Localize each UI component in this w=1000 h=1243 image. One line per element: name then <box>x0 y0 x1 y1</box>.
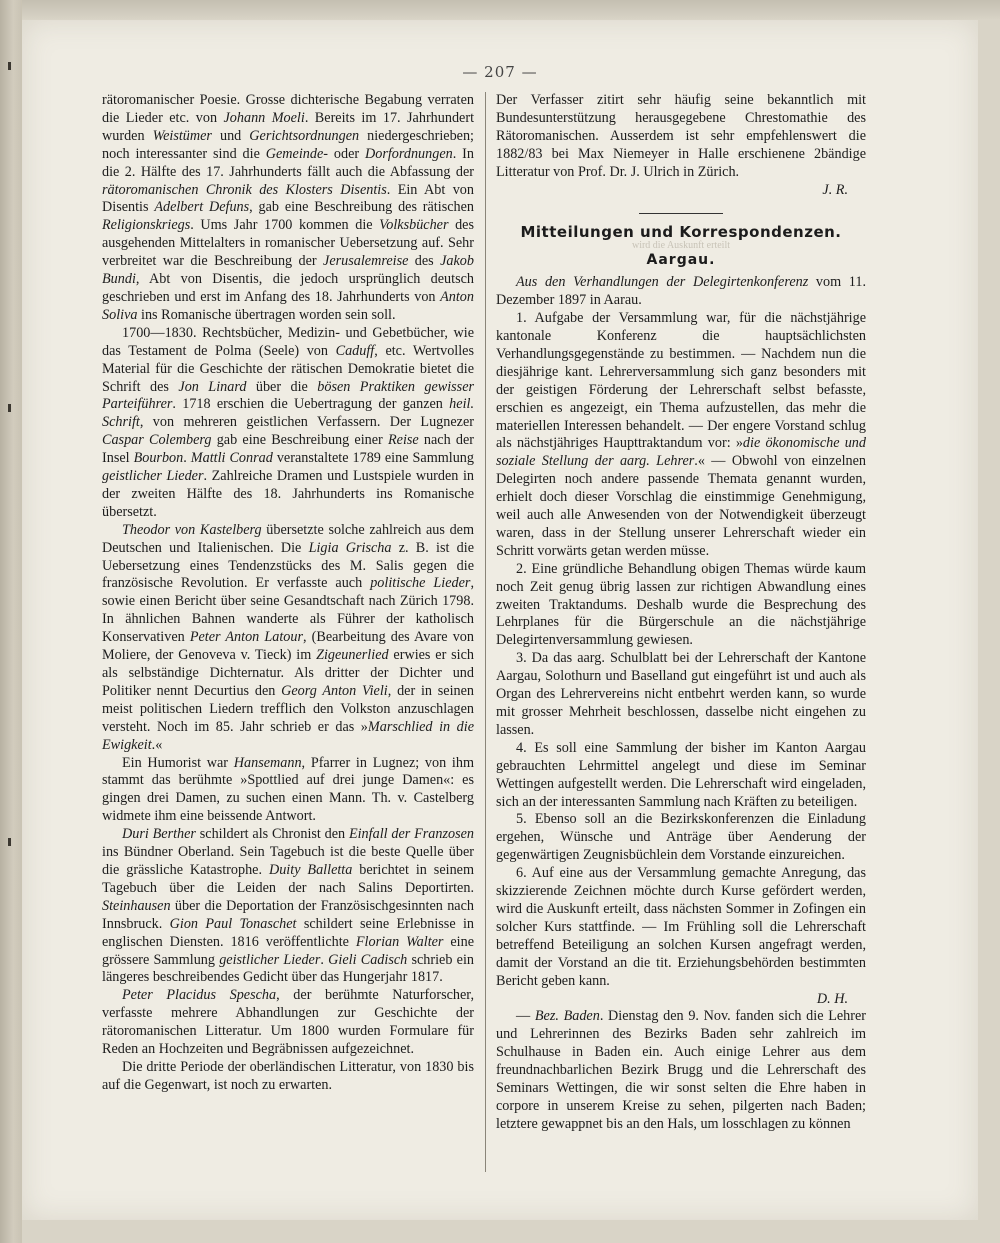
paragraph: Ein Humorist war Hansemann, Pfarrer in Lugnez; von ihm stammt das berühmte »Spottlied auf drei junge Damen«: es gingen drei Damen, zu suchen einen Mann. Th. v. Castelberg widmete ihm eine beissende Antwort. <box>102 754 474 825</box>
left-column <box>102 92 474 1095</box>
paragraph: 4. Es soll eine Sammlung der bisher im Kanton Aargau gebrauchten Lehrmittel angelegt und diese im Seminar Wettingen aufgestellt werden. Die Lehrerschaft wird eingeladen, sich an der interessanten Sammlung nach Kräften zu beteiligen. <box>496 739 866 810</box>
paragraph: Der Verfasser zitirt sehr häufig seine bekanntlich mit Bundesunterstützung herausgegebene Chrestomathie des Rätoromanischen. Ausserdem ist sehr empfehlenswert die 1882/83 bei Max Niemeyer in Halle erschienene 2bändige Litteratur von Prof. Dr. J. Ulrich in Zürich. <box>496 92 866 180</box>
paragraph: — Bez. Baden. Dienstag den 9. Nov. fanden sich die Lehrer und Lehrerinnen des Bezirks Baden sehr zahlreich im Schulhause in Baden ein. Auch einige Lehrer aus dem freundnachbarlichen Bezirk Brugg und die Lehrerschaft des Seminars Wettingen, die wir sonst selten die Ehre haben in corpore in unserem Kreise zu sehen, pilgerten nach Baden; letztere gewappnet bis an den Hals, um losschlagen zu können <box>496 1008 866 1132</box>
paragraph: Theodor von Kastelberg übersetzte solche zahlreich aus dem Deutschen und Italienischen. Die Ligia Grischa z. B. ist die Uebersetzung eines Tendenzstücks des M. Salis gegen die französische Revolution. Er verfasste auch politische Lieder, sowie einen Bericht über seine Gesandtschaft nach Zürich 1798. In ähnlichen Bahnen wanderte als Führer der katholisch Konservativen Peter Anton Latour, (Bearbeitung des Avare von Moliere, der Genoveva v. Tieck) im Zigeunerlied erwies er sich als selbständige Dichternatur. Als dritter der Dichter und Politiker nennt Decurtius den Georg Anton Vieli, der in seinen meist politischen Liedern trefflich den Volkston anzuschlagen versteht. Noch im 85. Jahr schrieb er das »Marschlied in die Ewigkeit.« <box>102 521 475 753</box>
paragraph: Peter Placidus Spescha, der berühmte Naturforscher, verfasste mehrere Abhandlungen zur Geschichte der rätoromanischen Litteratur. Um 1800 wurden Formulare für Reden an Hochzeiten und Begräbnissen aufgezeichnet. <box>102 987 474 1058</box>
paragraph: rätoromanischer Poesie. Grosse dichterische Begabung verraten die Lieder etc. von Johann Moeli. Bereits im 17. Jahrhundert wurden Weistümer und Gerichtsordnungen niedergeschrieben; noch interessanter sind die Gemeinde- oder Dorfordnungen. In die 2. Hälfte des 17. Jahrhunderts fällt auch die Abfassung der rätoromanischen Chronik des Klosters Disentis. Ein Abt von Disentis Adelbert Defuns, gab eine Beschreibung des rätischen Religionskriegs. Ums Jahr 1700 kommen die Volksbücher des ausgehenden Mittelalters in romanischer Uebersetzung auf. Sehr verbreitet war die Beschreibung der Jerusalemreise des Jakob Bundi, Abt von Disentis, die jedoch ursprünglich deutsch geschrieben und erst im Anfang des 18. Jahrhunderts von Anton Soliva ins Romanische übertragen worden sein soll. <box>102 92 475 323</box>
scanned-page <box>22 20 978 1220</box>
bleed-through-text: wird die Auskunft erteilt <box>631 240 731 252</box>
paragraph: 1700—1830. Rechtsbücher, Medizin- und Gebetbücher, wie das Testament de Polma (Seele) von Caduff, etc. Wertvolles Material für die Geschichte der rätischen Demokratie bietet die Schrift des Jon Linard über die bösen Praktiken gewisser Parteiführer. 1718 erschien die Uebertragung der ganzen heil. Schrift, von mehreren geistlichen Verfassern. Der Lugnezer Caspar Colemberg gab eine Beschreibung einer Reise nach der Insel Bourbon. Mattli Conrad veranstaltete 1789 eine Sammlung geistlicher Lieder. Zahlreiche Dramen und Lustspiele wurden in der zweiten Hälfte des 18. Jahrhunderts ins Romanische übersetzt. <box>102 324 475 520</box>
signature: J. R. <box>822 181 848 198</box>
paragraph: 1. Aufgabe der Versammlung war, für die nächstjährige kantonale Konferenz die hauptsächlichsten Verhandlungsgegenstände zu bestimmen. — Nachdem nun die diesjährige kant. Lehrerversammlung sich ganz besonders mit der geistigen Förderung der Lehrerschaft selbst befasste, erschien es angezeigt, ein Thema aufzustellen, das mehr die materiellen Interessen behandelt. — Der engere Vorstand schlug als nächstjähriges Haupttraktandum vor: »die ökonomische und soziale Stellung der aarg. Lehrer.« — Obwohl von einzelnen Delegirten noch andere passende Themata genannt wurden, erhielt doch dieser Vorschlag die einstimmige Genehmigung, weil auch alle Anwesenden von der Notwendigkeit überzeugt waren, dass in der Stellung unserer Lehrerschaft wieder ein Schritt vorwärts getan werden müsse. <box>496 310 866 559</box>
paragraph: 3. Da das aarg. Schulblatt bei der Lehrerschaft der Kantone Aargau, Solothurn und Baselland gut eingeführt ist und auch als Organ des Lehrervereins nicht entbehrt werden kann, so wurde mit grosser Mehrheit beschlossen, dasselbe nicht eingehen zu lassen. <box>496 650 866 738</box>
signature: D. H. <box>816 990 848 1007</box>
section-title: Mitteilungen und Korrespondenzen. <box>520 223 842 242</box>
paragraph: 6. Auf eine aus der Versammlung gemachte Anregung, das skizzierende Zeichnen möchte durch Kurse gefördert werden, wird die Auskunft erteilt, dass nächsten Sommer in Zofingen ein solcher Kurs stattfinde. — Im Frühling soll die Lehrerschaft betreffend Beteiligung an solchen Kursen angefragt werden, damit der Vorstand an die tit. Erziehungsbehörden bestimmten Bericht geben kann. <box>496 865 866 989</box>
paragraph: Die dritte Periode der oberländischen Litteratur, von 1830 bis auf die Gegenwart, ist noch zu erwarten. <box>102 1058 474 1093</box>
page-number: — 207 — <box>462 63 538 81</box>
scan-edge-top <box>0 0 1000 20</box>
binding-marks <box>4 0 18 1243</box>
paragraph: 5. Ebenso soll an die Bezirkskonferenzen die Einladung ergehen, Wünsche und Anträge über Aenderung der gegenwärtigen Zeugnisbüchlein dem Vorstande einzureichen. <box>496 811 866 864</box>
paragraph: Aus den Verhandlungen der Delegirtenkonferenz vom 11. Dezember 1897 in Aarau. <box>496 274 866 309</box>
paragraph: Duri Berther schildert als Chronist den Einfall der Franzosen ins Bündner Oberland. Sein Tagebuch ist die beste Quelle über die grässliche Katastrophe. Duity Balletta berichtet in seinem Tagebuch über die Leiden der nach Salins Deportirten. Steinhausen über die Deportation der Französischgesinnten nach Innsbruck. Gion Paul Tonaschet schildert seine Erlebnisse in englischen Diensten. 1816 veröffentlichte Florian Walter eine grössere Sammlung geistlicher Lieder. Gieli Cadisch schrieb ein längeres beschreibendes Gedicht über das Hungerjahr 1817. <box>102 826 474 986</box>
right-column <box>496 92 866 1134</box>
subsection-title: Aargau. <box>646 252 716 269</box>
section-rule <box>639 213 723 214</box>
column-divider <box>485 92 486 1172</box>
paragraph: 2. Eine gründliche Behandlung obigen Themas würde kaum noch Zeit genug übrig lassen zur richtigen Abwandlung eines zweiten Traktandums. Deshalb wurde die Besprechung des Lehrplanes für die Bürgerschule an die nächstjährige Delegirtenversammlung gewiesen. <box>496 560 866 649</box>
